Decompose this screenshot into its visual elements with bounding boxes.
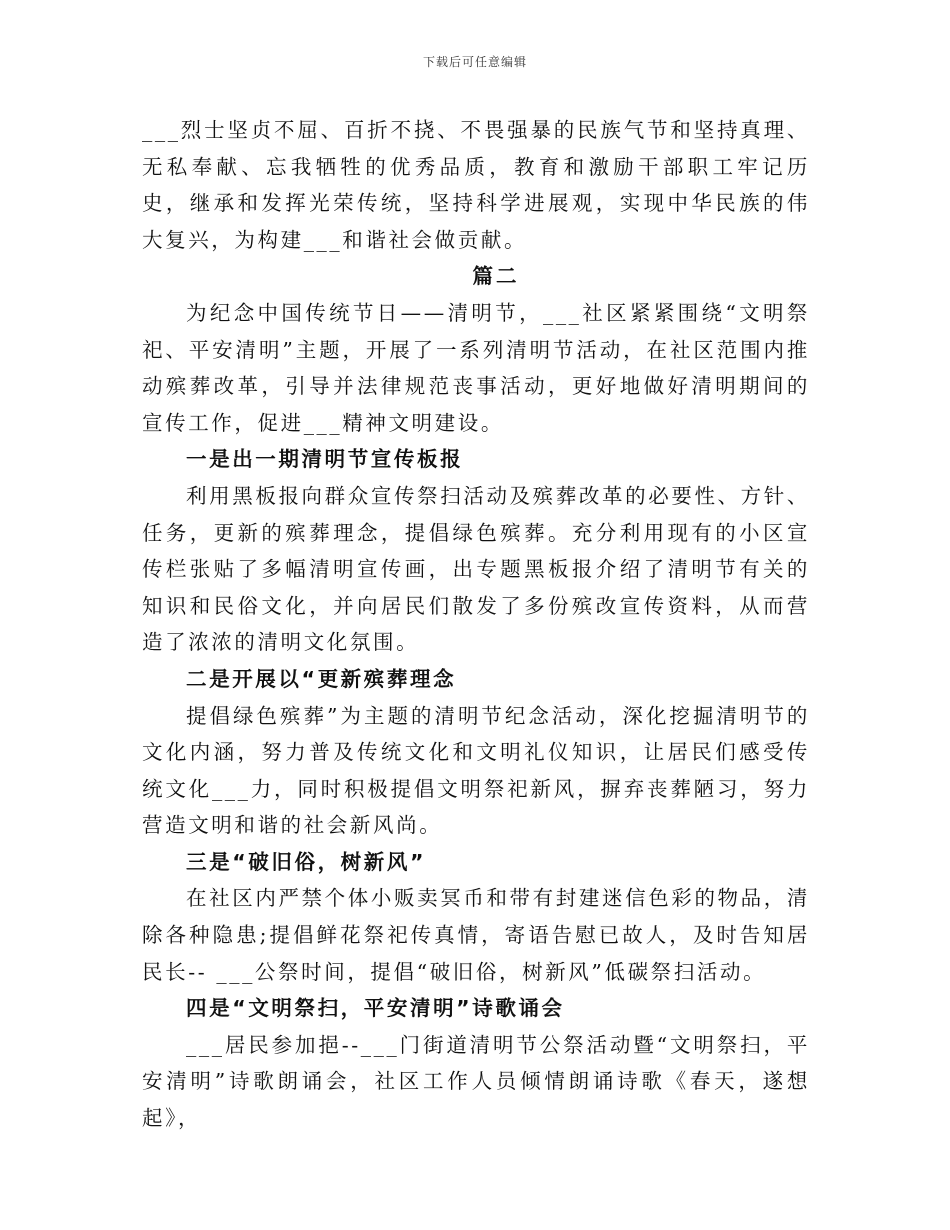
heading-funeral-concept: 二是开展以“更新殡葬理念 bbox=[186, 666, 457, 691]
document-body bbox=[142, 112, 810, 1137]
paragraph-poetry-recital: ___居民参加挹--___门街道清明节公祭活动暨“文明祭扫，平安清明”诗歌朗诵会，社区工作人员倾情朗诵诗歌《春天，遂想起》， bbox=[142, 1032, 810, 1131]
heading-board-report: 一是出一期清明节宣传板报 bbox=[186, 447, 464, 472]
paragraph-intro: 为纪念中国传统节日——清明节，___社区紧紧围绕“文明祭祀、平安清明”主题，开展了一系列清明节活动，在社区范围内推动殡葬改革，引导并法律规范丧事活动，更好地做好清明期间的宣传工作，促进___精神文明建设。 bbox=[142, 300, 810, 435]
paragraph-board-report: 利用黑板报向群众宣传祭扫活动及殡葬改革的必要性、方针、任务，更新的殡葬理念，提倡绿色殡葬。充分利用现有的小区宣传栏张贴了多幅清明宣传画，出专题黑板报介绍了清明节有关的知识和民俗文化，并向居民们散发了多份殡改宣传资料，从而营造了浓浓的清明文化氛围。 bbox=[142, 483, 810, 655]
heading-poetry-recital: 四是“文明祭扫，平安清明”诗歌诵会 bbox=[186, 996, 565, 1021]
section-title: 篇二 bbox=[472, 264, 520, 289]
heading-new-customs: 三是“破旧俗，树新风” bbox=[186, 849, 427, 874]
paragraph-funeral-concept: 提倡绿色殡葬”为主题的清明节纪念活动，深化挖掘清明节的文化内涵，努力普及传统文化和文明礼仪知识，让居民们感受传统文化___力，同时积极提倡文明祭祀新风，摒弃丧葬陋习，努力营造文明和谐的社会新风尚。 bbox=[142, 703, 810, 838]
paragraph-martyrs: ___烈士坚贞不屈、百折不挠、不畏强暴的民族气节和坚持真理、无私奉献、忘我牺牲的优秀品质，教育和激励干部职工牢记历史，继承和发挥光荣传统，坚持科学进展观，实现中华民族的伟大复兴，为构建___和谐社会做贡献。 bbox=[142, 118, 810, 252]
paragraph-new-customs: 在社区内严禁个体小贩卖冥币和带有封建迷信色彩的物品，清除各种隐患;提倡鲜花祭祀传真情，寄语告慰已故人，及时告知居民长-- ___公祭时间，提倡“破旧俗，树新风”低碳祭扫活动。 bbox=[142, 886, 810, 984]
page-header: 下载后可任意编辑 bbox=[422, 55, 527, 69]
